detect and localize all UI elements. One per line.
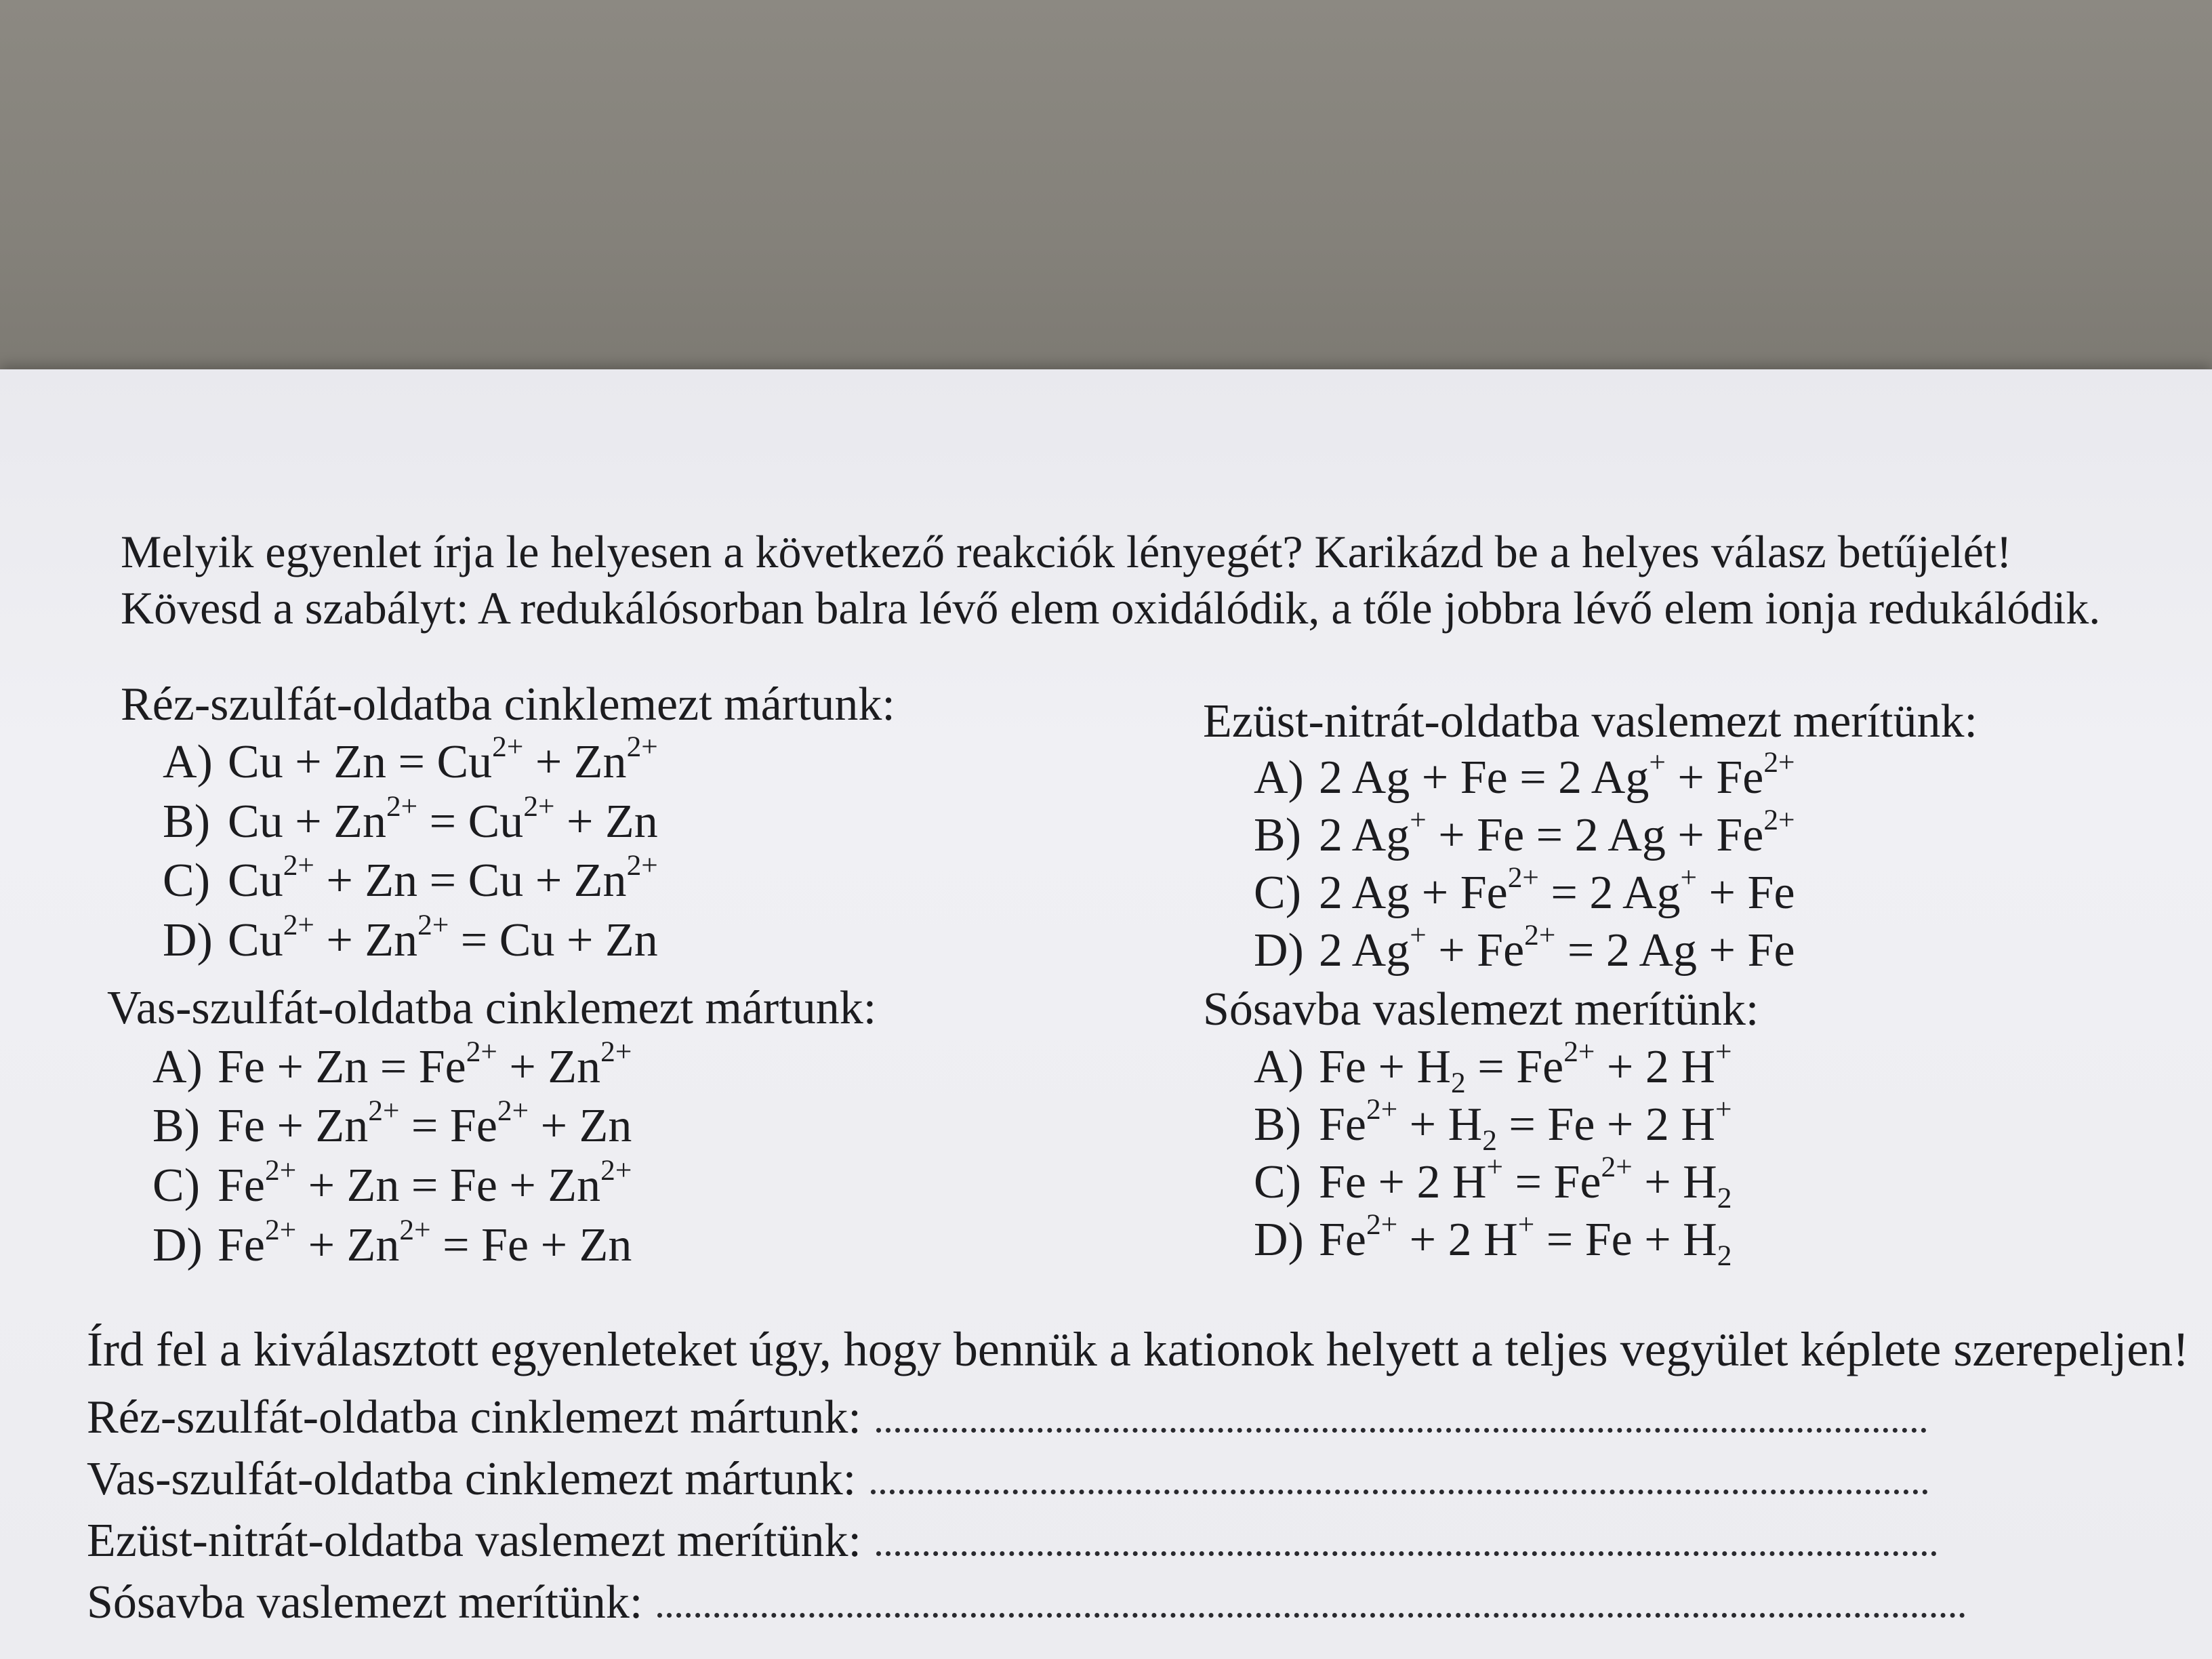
q1-option-d[interactable] (163, 908, 658, 966)
term-lhs2: Fe (1460, 867, 1508, 919)
plus-sign: + (326, 855, 353, 907)
equals-sign: = (1546, 1214, 1574, 1266)
equals-sign: = (380, 1041, 407, 1093)
plus-sign: + (1708, 924, 1736, 977)
equals-sign: = (1567, 924, 1595, 977)
term-rhs2: Zn (579, 1100, 632, 1152)
equals-sign: = (429, 796, 457, 848)
term-lhs1: Fe (218, 1100, 265, 1152)
task2-row-4 (87, 1576, 1965, 1629)
task2-row-1 (87, 1391, 1927, 1443)
task2-row-1-label: Réz-szulfát-oldatba cinklemezt mártunk: (87, 1391, 861, 1443)
term-lhs2: 2 H (1416, 1156, 1487, 1208)
plus-sign: + (1677, 752, 1704, 804)
plus-sign: + (1644, 1214, 1671, 1266)
term-rhs1: Fe (449, 1160, 497, 1212)
term-rhs1: Cu (436, 736, 493, 788)
term-lhs1: 2 Ag (1319, 924, 1410, 977)
charge-superscript: + (1715, 1035, 1732, 1068)
equals-sign: = (460, 914, 488, 966)
plus-sign: + (295, 796, 322, 848)
index-subscript: 2 (1451, 1067, 1466, 1100)
charge-superscript: 2+ (265, 1153, 297, 1187)
option-letter[interactable]: C) (1254, 1156, 1301, 1208)
plus-sign: + (1378, 1156, 1405, 1208)
term-rhs1: Fe (481, 1219, 529, 1271)
term-rhs1: Cu (499, 914, 555, 966)
plus-sign: + (1677, 809, 1704, 861)
equals-sign: = (411, 1160, 438, 1212)
term-rhs1: Fe (1516, 1041, 1564, 1093)
term-rhs2: Fe (1747, 924, 1795, 977)
term-rhs2: Fe (1747, 867, 1795, 919)
term-rhs2: 2 H (1645, 1099, 1715, 1151)
equals-sign: = (1515, 1156, 1542, 1208)
plus-sign: + (1606, 1041, 1634, 1093)
term-rhs2: Zn (548, 1041, 601, 1093)
q4-option-d[interactable] (1254, 1208, 1732, 1273)
term-lhs1: Cu (228, 736, 283, 788)
charge-superscript: 2+ (265, 1213, 297, 1246)
task2-row-4-label: Sósavba vaslemezt merítünk: (87, 1576, 643, 1629)
answer-blank-2[interactable] (871, 1490, 1928, 1494)
index-subscript: 2 (1717, 1240, 1732, 1273)
term-lhs1: Cu (228, 914, 283, 966)
term-rhs2: Fe (1716, 752, 1764, 804)
plus-sign: + (1378, 1041, 1405, 1093)
option-letter[interactable]: B) (152, 1100, 200, 1152)
plus-sign: + (1438, 809, 1465, 861)
equals-sign: = (411, 1100, 438, 1152)
answer-blank-3[interactable] (876, 1551, 1937, 1556)
charge-superscript: + (1486, 1150, 1504, 1183)
q3-option-a[interactable] (1254, 745, 1795, 804)
q3-heading: Ezüst-nitrát-oldatba vaslemezt merítünk: (1203, 695, 1978, 747)
term-lhs2: Zn (365, 914, 418, 966)
q3-option-c[interactable] (1254, 861, 1795, 919)
worksheet-page (0, 369, 2212, 1659)
option-letter[interactable]: D) (1254, 924, 1304, 977)
term-rhs2: H (1683, 1214, 1717, 1266)
q1-option-b[interactable] (163, 790, 658, 848)
option-letter[interactable]: A) (152, 1041, 203, 1093)
plus-sign: + (1606, 1099, 1634, 1151)
term-rhs2: Zn (605, 914, 658, 966)
charge-superscript: 2+ (626, 730, 658, 763)
q2-option-d[interactable] (152, 1213, 632, 1271)
option-letter[interactable]: B) (1254, 809, 1301, 861)
term-lhs2: Zn (365, 855, 418, 907)
charge-superscript: 2+ (626, 848, 658, 882)
charge-superscript: + (1680, 861, 1698, 894)
task2-row-2-label: Vas-szulfát-oldatba cinklemezt mártunk: (87, 1453, 857, 1505)
term-rhs1: 2 Ag (1574, 809, 1666, 861)
term-rhs2: 2 H (1645, 1041, 1715, 1093)
q3-option-b[interactable] (1254, 803, 1795, 861)
charge-superscript: 2+ (1763, 745, 1795, 779)
charge-superscript: + (1410, 918, 1427, 951)
term-lhs2: Fe (1477, 924, 1525, 977)
equals-sign: = (1551, 867, 1578, 919)
charge-superscript: + (1715, 1092, 1732, 1126)
term-lhs2: Fe (1460, 752, 1508, 804)
charge-superscript: 2+ (283, 908, 314, 941)
term-rhs1: Fe (449, 1100, 497, 1152)
charge-superscript: 2+ (523, 790, 555, 823)
option-letter[interactable]: B) (1254, 1099, 1301, 1151)
q1-option-a[interactable] (163, 730, 658, 788)
term-lhs1: Fe (1319, 1214, 1366, 1266)
charge-superscript: 2+ (1563, 1035, 1595, 1068)
term-lhs1: Fe (218, 1160, 265, 1212)
term-rhs1: Fe (1547, 1099, 1595, 1151)
charge-superscript: 2+ (386, 790, 418, 823)
term-rhs2: Zn (573, 736, 627, 788)
term-rhs1: Cu (468, 796, 524, 848)
plus-sign: + (509, 1160, 536, 1212)
term-lhs2: Zn (333, 796, 386, 848)
option-letter[interactable]: C) (1254, 867, 1301, 919)
charge-superscript: 2+ (1366, 1092, 1398, 1126)
index-subscript: 2 (1482, 1124, 1497, 1158)
instruction-line-1: Melyik egyenlet írja le helyesen a következő reakciók lényegét? Karikázd be a helyes válasz betűjelét! (121, 526, 2012, 577)
term-lhs2: H (1416, 1041, 1452, 1093)
equals-sign: = (398, 736, 425, 788)
term-lhs1: Cu (228, 796, 283, 848)
charge-superscript: 2+ (1763, 803, 1795, 836)
charge-superscript: 2+ (497, 1094, 529, 1127)
plus-sign: + (1708, 867, 1736, 919)
plus-sign: + (1409, 1214, 1437, 1266)
term-rhs2: H (1683, 1156, 1717, 1208)
plus-sign: + (308, 1160, 335, 1212)
term-lhs1: Fe (218, 1219, 265, 1271)
term-rhs2: Zn (573, 855, 627, 907)
term-lhs1: 2 Ag (1319, 867, 1410, 919)
option-letter[interactable]: C) (163, 855, 210, 907)
term-lhs2: H (1448, 1099, 1483, 1151)
answer-blank-1[interactable] (876, 1428, 1927, 1433)
charge-superscript: 2+ (1366, 1208, 1398, 1241)
option-letter[interactable]: D) (152, 1219, 203, 1271)
charge-superscript: 2+ (1507, 861, 1539, 894)
plus-sign: + (535, 736, 562, 788)
term-rhs2: Zn (605, 796, 658, 848)
plus-sign: + (566, 914, 594, 966)
plus-sign: + (509, 1041, 536, 1093)
term-rhs1: 2 Ag (1558, 752, 1650, 804)
term-lhs1: Fe (218, 1041, 265, 1093)
plus-sign: + (566, 796, 594, 848)
q3-option-d[interactable] (1254, 918, 1795, 977)
term-rhs1: Fe (418, 1041, 466, 1093)
task2-row-3-label: Ezüst-nitrát-oldatba vaslemezt merítünk: (87, 1515, 861, 1567)
plus-sign: + (308, 1219, 335, 1271)
answer-blank-4[interactable] (657, 1613, 1965, 1618)
term-rhs2: Zn (548, 1160, 601, 1212)
term-rhs1: Fe (1553, 1156, 1601, 1208)
plus-sign: + (276, 1041, 304, 1093)
term-lhs2: Fe (1477, 809, 1525, 861)
term-lhs1: Fe (1319, 1099, 1366, 1151)
plus-sign: + (540, 1219, 568, 1271)
plus-sign: + (295, 736, 322, 788)
charge-superscript: 2+ (283, 848, 314, 882)
charge-superscript: 2+ (600, 1153, 632, 1187)
charge-superscript: 2+ (1601, 1150, 1633, 1183)
q2-heading: Vas-szulfát-oldatba cinklemezt mártunk: (107, 982, 877, 1034)
q2-option-a[interactable] (152, 1035, 632, 1093)
q4-heading: Sósavba vaslemezt merítünk: (1203, 983, 1759, 1036)
term-rhs2: Zn (579, 1219, 632, 1271)
task2-row-3 (87, 1517, 1937, 1565)
q2-option-b[interactable] (152, 1094, 632, 1152)
charge-superscript: 2+ (466, 1035, 497, 1068)
plus-sign: + (326, 914, 353, 966)
q1-heading: Réz-szulfát-oldatba cinklemezt mártunk: (121, 678, 895, 731)
term-rhs1: Fe (1584, 1214, 1633, 1266)
charge-superscript: + (1517, 1208, 1535, 1241)
q2-option-c[interactable] (152, 1153, 632, 1212)
equals-sign: = (1477, 1041, 1504, 1093)
plus-sign: + (535, 855, 562, 907)
charge-superscript: 2+ (417, 908, 449, 941)
term-lhs1: 2 Ag (1319, 809, 1410, 861)
charge-superscript: 2+ (492, 730, 524, 763)
option-letter[interactable]: D) (1254, 1214, 1304, 1266)
option-letter[interactable]: A) (1254, 1041, 1304, 1093)
charge-superscript: + (1410, 803, 1427, 836)
task2-instruction: Írd fel a kiválasztott egyenleteket úgy, hogy bennük a kationok helyett a teljes vegyület képlete szerepeljen! (87, 1322, 2190, 1376)
charge-superscript: + (1649, 745, 1666, 779)
charge-superscript: 2+ (600, 1035, 632, 1068)
term-lhs2: 2 H (1448, 1214, 1518, 1266)
plus-sign: + (1421, 867, 1449, 919)
plus-sign: + (1421, 752, 1449, 804)
equals-sign: = (1519, 752, 1547, 804)
charge-superscript: 2+ (1524, 918, 1556, 951)
option-letter[interactable]: C) (152, 1160, 200, 1212)
term-rhs1: 2 Ag (1589, 867, 1681, 919)
plus-sign: + (1438, 924, 1465, 977)
index-subscript: 2 (1717, 1182, 1732, 1215)
term-lhs2: Zn (333, 736, 386, 788)
option-letter[interactable]: B) (163, 796, 210, 848)
equals-sign: = (1536, 809, 1563, 861)
term-rhs2: Fe (1716, 809, 1764, 861)
term-lhs1: Fe (1319, 1041, 1366, 1093)
plus-sign: + (276, 1100, 304, 1152)
gray-cardboard-background (0, 0, 2212, 407)
option-letter[interactable]: A) (163, 736, 213, 788)
plus-sign: + (1409, 1099, 1437, 1151)
q1-option-c[interactable] (163, 848, 658, 907)
charge-superscript: 2+ (399, 1213, 431, 1246)
term-lhs2: Zn (346, 1219, 400, 1271)
charge-superscript: 2+ (368, 1094, 400, 1127)
plus-sign: + (540, 1100, 568, 1152)
equals-sign: = (429, 855, 457, 907)
term-lhs2: Zn (315, 1041, 369, 1093)
term-lhs2: Zn (315, 1100, 369, 1152)
q4-option-c[interactable] (1254, 1150, 1732, 1215)
term-rhs1: 2 Ag (1605, 924, 1698, 977)
equals-sign: = (443, 1219, 470, 1271)
task2-row-2 (87, 1453, 1928, 1505)
term-lhs2: Zn (346, 1160, 400, 1212)
option-letter[interactable]: D) (163, 914, 213, 966)
term-lhs1: Fe (1319, 1156, 1366, 1208)
term-lhs1: 2 Ag (1319, 752, 1410, 804)
term-lhs1: Cu (228, 855, 283, 907)
option-letter[interactable]: A) (1254, 752, 1304, 804)
equals-sign: = (1509, 1099, 1536, 1151)
plus-sign: + (1644, 1156, 1671, 1208)
instruction-line-2: Kövesd a szabályt: A redukálósorban balra lévő elem oxidálódik, a tőle jobbra lévő elem ionja redukálódik. (121, 582, 2101, 634)
term-rhs1: Cu (468, 855, 524, 907)
q4-option-a[interactable] (1254, 1035, 1732, 1100)
q4-option-b[interactable] (1254, 1092, 1732, 1158)
